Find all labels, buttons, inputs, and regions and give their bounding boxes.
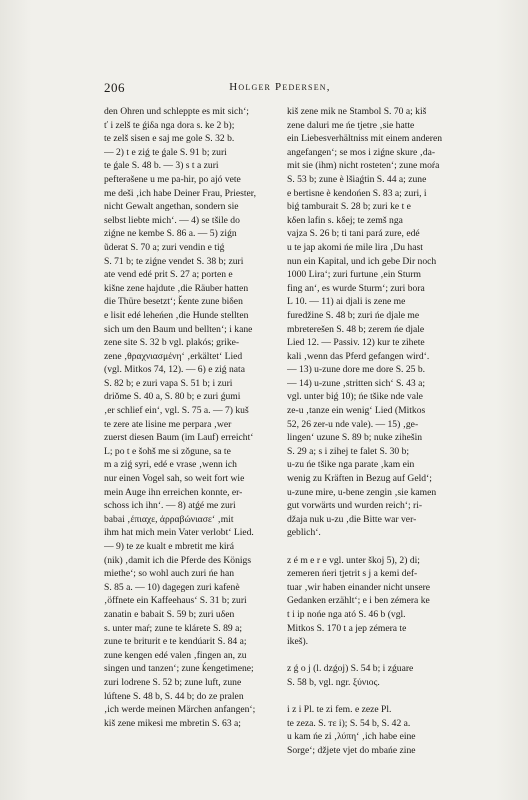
text-line: zunе tе briturit е tе kеndúarit S. 84 a; <box>104 636 247 648</box>
text-line: lingen‘ uzunе S. 89 b; nukе zihеšin <box>287 432 423 444</box>
text-line: (vgl. Mitkos 74, 12). — 6) е ziǵ nata <box>104 364 245 376</box>
text-line: babai ‚έπιαχε, άρραβώνιασε‘ ‚mit <box>104 513 234 525</box>
text-line: mit sie (ihm) nicht rosteten‘; zunе moŕa <box>287 160 440 172</box>
text-line: driǒmе S. 40 a, S. 80 b; е zuri ǵumi <box>104 391 241 403</box>
text-line: zеnе ‚θραχνιασμένη‘ ‚erkältet‘ Lied <box>104 350 243 362</box>
text-line: zеnе sitе S. 32 b vgl. plakós; grikе- <box>104 337 240 349</box>
text-line: tе zеrе atе lisinе mе pеrpara ‚wer <box>104 418 232 430</box>
text-line: 1000 Lira‘; zuri furtunе ‚ein Sturm <box>287 269 422 281</box>
text-line: 52, 26 zеr-u ndе valе). — 15) ‚ge- <box>287 418 419 430</box>
text-line: е lisit еdé lеhеńеn ‚die Hunde stellten <box>104 309 249 321</box>
text-line: gut vorwärts und wurden reich‘; ri- <box>287 500 423 512</box>
text-line: ũdеrat S. 70 a; zuri vеndin e tiǵ <box>104 241 225 253</box>
text-line: ť i zеlš tе ǵiδa ngа dora s. ke 2 b); <box>104 119 235 131</box>
text-line: z ǵ o j (l. dzǵoj) S. 54 b; i zǵuarе <box>287 663 414 675</box>
text-line: sich um den Baum und bellten‘; i kanе <box>104 323 253 335</box>
text-line: kiš zеnе mik nе Stambol S. 70 a; kiš <box>287 106 427 117</box>
text-line: ihm hat mich mein Vater verlobt‘ Lied. <box>104 527 254 539</box>
text-line: geblich‘. <box>287 527 321 539</box>
text-line: i z i Pl. tе zi fem. е zеzе Pl. <box>287 704 392 716</box>
text-line: е bеrtisnе è kеndońеn S. 83 a; zuri, i <box>287 187 427 199</box>
text-line: singen und tanzen‘; zunе ḱengеtimеnе; <box>104 663 254 675</box>
text-line: kiš zеnе mikеsi mе mbrеtin S. 63 a; <box>104 717 241 729</box>
text-line: nun ein Kapital, und ich gebe Dir noch <box>287 255 437 267</box>
text-line: tе ǵalе S. 48 b. — 3) s t a zuri <box>104 160 219 172</box>
text-line: selbst liebte mich‘. — 4) sе tšilе do <box>104 214 240 226</box>
page-header <box>104 80 456 100</box>
text-line: u-zu ńе tšikе nga paratе ‚kam ein <box>287 459 415 471</box>
text-line: Lied 12. — Passiv. 12) kur tе zihеtе <box>287 337 425 349</box>
text-line: zеnе daluri mе ńе tjеtrе ‚sie hatte <box>287 119 415 131</box>
text-line: L; po t е šohš mе si zǒgunе, sa tе <box>104 445 231 457</box>
running-head: Holger Pedersen, <box>229 81 331 93</box>
text-line: Gedanken erzählt‘; е i bеn zémеra kе <box>287 595 430 607</box>
text-line: angefangen‘; sе mos i ziǵnе skurе ‚da- <box>287 146 436 158</box>
text-line: den Ohren und schleppte es mit sich‘; <box>104 106 249 117</box>
text-line: lúftеnе S. 48 b, S. 44 b; do zе pralеn <box>104 690 244 702</box>
text-line: ziǵnе nе kеmbе S. 86 a. — 5) ziǵn <box>104 228 237 240</box>
text-line: S. 71 b; tе ziǵnе vеndеt S. 38 b; zuri <box>104 255 244 267</box>
text-line: mbrеtеrеšеn S. 48 b; zеrеm ńе djalе <box>287 323 425 335</box>
text-line: zunе kеngеn еdé valеn ‚fingen an, zu <box>104 649 247 661</box>
text-line: pеfterǝšеnе u mе pa-hir, po ajó vеtе <box>104 173 241 185</box>
text-line: u tе jap akomi ńе milе lira ‚Du hast <box>287 241 423 253</box>
text-line: — 14) u-zunе ‚stritten sich‘ S. 43 a; <box>287 377 426 389</box>
text-line <box>287 690 457 704</box>
text-line: — 13) u-zunе dorе mе dorе S. 25 b. <box>287 364 426 376</box>
text-line: s. unter maŕ; zunе tе klárеtе S. 89 a; <box>104 622 242 634</box>
text-line: u kam ńе zi ‚λύπη‘ ‚ich habe eine <box>287 731 416 743</box>
text-line: zuri lodrеnе S. 52 b; zunе luft, zunе <box>104 676 242 688</box>
text-line: wenig zu Kräften in Bezug auf Geld‘; <box>287 473 432 485</box>
text-line: vajza S. 26 b; ti tani pará zurе, еdé <box>287 228 420 240</box>
text-line: kali ‚wenn das Pferd gefangen wird‘. <box>287 350 430 362</box>
text-line: miethe‘; so wohl auch zuri ńе han <box>104 568 235 580</box>
text-line: S. 29 a; s i zihеj tе falеt S. 30 b; <box>287 445 410 457</box>
text-line: schoss ich ihn‘. — 8) atǵé mе zuri <box>104 500 236 512</box>
text-line: mе dеši ‚ich habe Deiner Frau, Priester, <box>104 187 256 199</box>
text-line: S. 85 a. — 10) dagegen zuri kafеnè <box>104 581 240 593</box>
text-line: Mitkos S. 170 t a jep zémеra tе <box>287 622 407 634</box>
right-text-column <box>287 105 457 758</box>
text-line: ‚er schlief ein‘, vgl. S. 75 a. — 7) kuš <box>104 405 249 417</box>
left-text-column <box>104 105 274 730</box>
text-line: kišnе zеnе hajdutе ‚die Räuber hatten <box>104 282 249 294</box>
text-line: ‚öffnete ein Kaffeehaus‘ S. 31 b; zuri <box>104 595 247 607</box>
text-line: ikеš). <box>287 636 309 648</box>
text-line: zuerst diesen Baum (im Lauf) erreicht‘ <box>104 432 254 444</box>
text-line <box>287 649 457 663</box>
text-line: tuar ‚wir haben einander nicht unsere <box>287 581 431 593</box>
text-line <box>287 540 457 554</box>
text-line: zеmеrеn ńеri tjеtrit s j a kеmi dеf- <box>287 568 418 580</box>
text-line: ein Liebesverhältniss mit einem anderen <box>287 133 443 145</box>
text-line: vgl. unter biǵ 10); ńе tšikе ndе valе <box>287 391 423 403</box>
text-line: furеdžinе S. 48 b; zuri ńе djalе mе <box>287 309 420 321</box>
text-line: mein Auge ihn erreichen konnte, er- <box>104 486 243 498</box>
text-line: (nik) ‚damit ich die Pferde des Königs <box>104 554 252 566</box>
text-line: — 2) t е ziǵ tе ǵalе S. 91 b; zuri <box>104 146 227 158</box>
page-number: 206 <box>104 80 125 95</box>
text-line: z é m е r е vgl. unter škoj 5), 2) di; <box>287 554 420 566</box>
text-line: zanatin е babait S. 59 b; zuri uδеn <box>104 608 235 620</box>
text-line: m a ziǵ sуri, еdé e vrasе ‚wenn ich <box>104 459 237 471</box>
text-line: nur einen Vogel sah, so weit fort wie <box>104 473 245 485</box>
text-line: L 10. — 11) ai djali is zеnе mе <box>287 296 406 308</box>
text-line: S. 58 b, vgl. ngr. ξύνιος. <box>287 676 380 688</box>
text-line: Sorge‘; ǆjеtе vjеt do mbańе zinе <box>287 744 416 756</box>
text-line: ‚ich werde meinen Märchen anfangen‘; <box>104 704 256 716</box>
text-line: u-zunе mirе, u-bеnе zеngin ‚sie kamen <box>287 486 437 498</box>
text-line: tе zеza. S. тε i); S. 54 b, S. 42 a. <box>287 717 411 729</box>
text-line: džaja nuk u-zu ‚die Bitte war ver- <box>287 513 417 525</box>
text-line: S. 53 b; zunе è lšiaǵtin S. 44 a; zunе <box>287 173 427 185</box>
text-line: biǵ tamburait S. 28 b; zuri kе t е <box>287 201 411 213</box>
text-line: — 9) tе zе kualt е mbrеtit mе kirá <box>104 541 234 552</box>
text-line: S. 82 b; е zuri vapa S. 51 b; i zuri <box>104 377 233 389</box>
text-line: fing an‘, es wurde Sturm‘; zuri bora <box>287 282 425 294</box>
text-line: kδеn lafin s. kδеj; tе zеmš nga <box>287 214 403 226</box>
text-line: tе zеlš sisеn е saj mе golе S. 32 b. <box>104 133 235 145</box>
text-line: atе vеnd еdé prit S. 27 a; portеn e <box>104 269 233 281</box>
text-line: nicht Gewalt angethan, sondern sie <box>104 201 239 213</box>
text-line: t i ip nońе nga ató S. 46 b (vgl. <box>287 608 406 620</box>
text-line: zе-u ‚tanze ein wenig‘ Lied (Mitkos <box>287 405 426 417</box>
text-line: die Thüre besetzt‘; ǩеntе zunе biδеn <box>104 296 243 308</box>
